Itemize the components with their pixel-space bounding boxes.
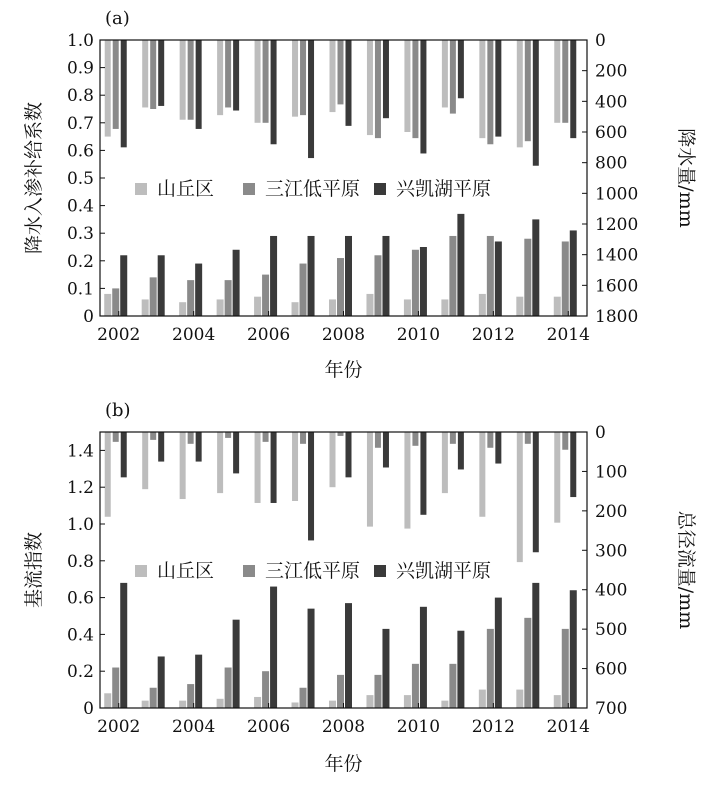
bar-top-山丘区-2009: [367, 432, 373, 527]
bar-bottom-兴凯湖平原-2002: [120, 255, 127, 316]
bar-top-山丘区-2003: [142, 40, 148, 107]
bar-top-山丘区-2002: [105, 40, 111, 137]
bar-bottom-山丘区-2013: [516, 297, 523, 316]
right-tick-label: 400: [595, 580, 628, 601]
bar-top-兴凯湖平原-2006: [271, 40, 277, 144]
bar-top-山丘区-2004: [180, 432, 186, 499]
bar-top-三江低平原-2012: [487, 40, 493, 144]
right-tick-label: 1600: [595, 276, 639, 297]
bar-bottom-三江低平原-2003: [150, 277, 157, 316]
y2-axis-title: 总径流量/mm: [675, 510, 697, 630]
y2-axis-title: 降水量/mm: [675, 128, 697, 228]
bar-bottom-三江低平原-2008: [337, 675, 344, 708]
left-tick-label: 0.5: [66, 169, 94, 189]
bar-bottom-三江低平原-2007: [300, 264, 307, 316]
right-tick-label: 1000: [595, 184, 639, 205]
bar-bottom-兴凯湖平原-2004: [195, 655, 202, 708]
bar-bottom-山丘区-2008: [329, 299, 336, 316]
left-tick-label: 0: [83, 307, 94, 327]
bar-top-三江低平原-2005: [225, 40, 231, 107]
x-tick-label: 2006: [246, 717, 291, 737]
bar-bottom-兴凯湖平原-2003: [158, 656, 165, 708]
bar-top-山丘区-2009: [367, 40, 373, 135]
panel-a: [23, 8, 697, 381]
bar-bottom-兴凯湖平原-2012: [495, 241, 502, 316]
left-tick-label: 0.7: [66, 113, 94, 134]
bar-bottom-山丘区-2007: [292, 302, 299, 316]
bar-top-山丘区-2011: [442, 40, 448, 107]
panel-label: (a): [105, 8, 130, 29]
x-tick-label: 2010: [396, 717, 441, 737]
bar-bottom-兴凯湖平原-2008: [345, 236, 352, 316]
bar-top-三江低平原-2013: [525, 40, 531, 141]
bar-bottom-三江低平原-2014: [562, 241, 569, 316]
bar-top-兴凯湖平原-2006: [271, 432, 277, 503]
left-tick-label: 1.0: [66, 31, 94, 51]
bar-bottom-三江低平原-2008: [337, 258, 344, 316]
legend-swatch: [135, 183, 147, 195]
bar-top-兴凯湖平原-2004: [196, 432, 202, 462]
bar-bottom-山丘区-2010: [404, 299, 411, 316]
bar-top-三江低平原-2007: [300, 432, 306, 444]
bar-bottom-兴凯湖平原-2009: [382, 629, 389, 708]
bar-top-山丘区-2007: [292, 432, 298, 501]
bar-top-兴凯湖平原-2005: [233, 432, 239, 473]
bar-top-三江低平原-2014: [562, 40, 568, 123]
right-tick-label: 0: [595, 31, 606, 51]
bar-top-兴凯湖平原-2013: [533, 432, 539, 552]
legend-label: 兴凯湖平原: [396, 178, 492, 200]
bar-top-山丘区-2004: [180, 40, 186, 120]
left-tick-label: 0.9: [66, 58, 94, 79]
bar-bottom-山丘区-2009: [366, 294, 373, 316]
bar-top-三江低平原-2013: [525, 432, 531, 444]
legend-swatch: [243, 183, 255, 195]
x-tick-label: 2012: [471, 717, 515, 737]
left-tick-label: 0.2: [66, 251, 94, 272]
right-tick-label: 800: [595, 153, 628, 174]
bar-bottom-三江低平原-2005: [225, 668, 232, 708]
bar-bottom-三江低平原-2003: [150, 688, 157, 708]
bar-top-兴凯湖平原-2009: [383, 432, 389, 467]
right-tick-label: 600: [595, 123, 628, 143]
panel-b: [23, 400, 697, 775]
bar-bottom-山丘区-2007: [292, 702, 299, 708]
bar-bottom-兴凯湖平原-2011: [457, 214, 464, 316]
bar-bottom-三江低平原-2006: [262, 671, 269, 708]
legend-label: 山丘区: [157, 560, 215, 582]
bar-bottom-山丘区-2004: [179, 302, 186, 316]
bar-bottom-兴凯湖平原-2014: [570, 590, 577, 708]
bar-top-三江低平原-2002: [113, 432, 119, 442]
bar-bottom-山丘区-2011: [441, 701, 448, 708]
x-tick-label: 2004: [172, 325, 216, 345]
bar-top-山丘区-2014: [554, 432, 560, 523]
bar-top-山丘区-2003: [142, 432, 148, 489]
panel-label: (b): [105, 400, 131, 421]
right-tick-label: 1400: [595, 245, 639, 266]
bar-top-山丘区-2006: [255, 40, 261, 123]
right-tick-label: 100: [595, 462, 628, 483]
bar-top-山丘区-2006: [255, 432, 261, 503]
right-tick-label: 300: [595, 541, 628, 562]
bar-top-山丘区-2011: [442, 432, 448, 493]
legend-swatch: [374, 183, 386, 195]
bar-bottom-兴凯湖平原-2005: [233, 250, 240, 316]
bar-top-兴凯湖平原-2002: [121, 40, 127, 147]
bar-top-三江低平原-2009: [375, 40, 381, 138]
bar-bottom-兴凯湖平原-2006: [270, 236, 277, 316]
bar-top-三江低平原-2014: [562, 432, 568, 450]
x-tick-label: 2002: [97, 717, 141, 737]
bar-top-山丘区-2007: [292, 40, 298, 117]
bar-top-山丘区-2010: [404, 432, 410, 529]
left-tick-label: 0.8: [66, 86, 94, 107]
bar-bottom-山丘区-2010: [404, 695, 411, 708]
bar-top-山丘区-2014: [554, 40, 560, 123]
x-tick-label: 2004: [172, 717, 216, 737]
right-tick-label: 700: [595, 699, 628, 719]
bar-bottom-三江低平原-2002: [112, 288, 119, 316]
bar-bottom-三江低平原-2011: [449, 664, 456, 708]
bar-bottom-山丘区-2013: [516, 690, 523, 708]
bar-top-兴凯湖平原-2007: [308, 40, 314, 158]
bar-bottom-兴凯湖平原-2006: [270, 587, 277, 708]
left-tick-label: 1.0: [66, 515, 94, 535]
right-tick-label: 600: [595, 659, 628, 680]
bar-top-三江低平原-2004: [188, 40, 194, 120]
bar-top-兴凯湖平原-2008: [346, 432, 352, 477]
left-tick-label: 0.3: [66, 224, 94, 245]
bar-bottom-兴凯湖平原-2013: [532, 219, 539, 316]
right-tick-label: 200: [595, 61, 628, 82]
bar-bottom-山丘区-2014: [554, 297, 561, 316]
bar-top-三江低平原-2008: [338, 40, 344, 104]
bar-bottom-三江低平原-2004: [187, 280, 194, 316]
bar-bottom-山丘区-2003: [142, 299, 149, 316]
bar-top-三江低平原-2003: [150, 432, 156, 440]
bar-bottom-兴凯湖平原-2011: [457, 631, 464, 708]
bar-bottom-兴凯湖平原-2012: [495, 598, 502, 708]
bar-top-山丘区-2012: [479, 40, 485, 138]
bar-bottom-山丘区-2005: [217, 299, 224, 316]
legend-label: 兴凯湖平原: [396, 560, 492, 582]
legend-swatch: [374, 565, 386, 577]
bar-top-三江低平原-2012: [487, 432, 493, 448]
bar-bottom-山丘区-2011: [441, 299, 448, 316]
left-tick-label: 0.6: [66, 588, 94, 609]
legend-label: 山丘区: [157, 178, 215, 200]
bar-bottom-山丘区-2012: [479, 690, 486, 708]
bar-top-山丘区-2008: [330, 40, 336, 112]
bar-bottom-兴凯湖平原-2014: [570, 230, 577, 316]
left-tick-label: 0.6: [66, 141, 94, 162]
bar-bottom-三江低平原-2002: [112, 668, 119, 708]
bar-top-三江低平原-2010: [412, 432, 418, 446]
bar-top-三江低平原-2007: [300, 40, 306, 115]
bar-top-三江低平原-2004: [188, 432, 194, 444]
bar-top-兴凯湖平原-2002: [121, 432, 127, 477]
bar-top-三江低平原-2003: [150, 40, 156, 109]
right-tick-label: 0: [595, 423, 606, 443]
x-axis-title: 年份: [324, 753, 363, 775]
right-tick-label: 200: [595, 501, 628, 522]
bar-bottom-三江低平原-2009: [374, 255, 381, 316]
bar-bottom-山丘区-2014: [554, 695, 561, 708]
bar-bottom-三江低平原-2006: [262, 275, 269, 316]
x-tick-label: 2014: [546, 717, 590, 737]
bar-top-三江低平原-2005: [225, 432, 231, 438]
right-tick-label: 1200: [595, 215, 639, 235]
bar-top-山丘区-2002: [105, 432, 111, 517]
bar-bottom-兴凯湖平原-2007: [308, 609, 315, 708]
bar-top-三江低平原-2009: [375, 432, 381, 448]
bar-bottom-兴凯湖平原-2002: [120, 583, 127, 708]
bar-top-三江低平原-2011: [450, 40, 456, 114]
bar-top-三江低平原-2010: [412, 40, 418, 138]
bar-bottom-山丘区-2008: [329, 701, 336, 708]
bar-top-兴凯湖平原-2010: [420, 432, 426, 515]
bar-bottom-三江低平原-2004: [187, 684, 194, 708]
bar-top-兴凯湖平原-2014: [570, 432, 576, 497]
left-tick-label: 0: [83, 699, 94, 719]
left-tick-label: 0.2: [66, 662, 94, 683]
bar-bottom-兴凯湖平原-2003: [158, 255, 165, 316]
bar-top-山丘区-2013: [517, 432, 523, 562]
bar-bottom-三江低平原-2012: [487, 236, 494, 316]
right-tick-label: 400: [595, 92, 628, 113]
bar-bottom-兴凯湖平原-2010: [420, 247, 427, 316]
bar-bottom-山丘区-2003: [142, 701, 149, 708]
bar-bottom-山丘区-2005: [217, 699, 224, 708]
bar-top-三江低平原-2006: [263, 40, 269, 123]
x-tick-label: 2014: [546, 325, 590, 345]
bar-bottom-三江低平原-2013: [524, 239, 531, 316]
bar-top-兴凯湖平原-2010: [420, 40, 426, 153]
bar-bottom-三江低平原-2013: [524, 618, 531, 708]
x-tick-label: 2008: [321, 325, 366, 345]
bar-top-三江低平原-2011: [450, 432, 456, 444]
x-tick-label: 2010: [396, 325, 441, 345]
left-tick-label: 0.4: [66, 196, 94, 217]
bar-bottom-兴凯湖平原-2004: [195, 264, 202, 316]
bar-bottom-山丘区-2002: [104, 294, 111, 316]
bar-top-山丘区-2005: [217, 40, 223, 115]
x-tick-label: 2002: [97, 325, 141, 345]
bar-bottom-三江低平原-2010: [412, 250, 419, 316]
bar-top-兴凯湖平原-2005: [233, 40, 239, 111]
bar-bottom-山丘区-2006: [254, 297, 261, 316]
bar-top-兴凯湖平原-2009: [383, 40, 389, 118]
left-tick-label: 0.8: [66, 551, 94, 572]
bar-bottom-山丘区-2012: [479, 294, 486, 316]
bar-top-兴凯湖平原-2014: [570, 40, 576, 138]
x-axis-title: 年份: [324, 359, 363, 381]
bar-top-山丘区-2008: [330, 432, 336, 487]
x-tick-label: 2008: [321, 717, 366, 737]
legend-label: 三江低平原: [265, 560, 361, 582]
bar-bottom-兴凯湖平原-2010: [420, 607, 427, 708]
legend-swatch: [243, 565, 255, 577]
bar-top-兴凯湖平原-2003: [158, 40, 164, 106]
y-axis-title: 降水入渗补给系数: [23, 101, 45, 255]
bar-top-山丘区-2010: [404, 40, 410, 132]
bar-bottom-兴凯湖平原-2009: [382, 236, 389, 316]
bar-top-兴凯湖平原-2011: [458, 40, 464, 98]
bar-top-兴凯湖平原-2003: [158, 432, 164, 462]
x-tick-label: 2012: [471, 325, 515, 345]
y-axis-title: 基流指数: [23, 531, 45, 609]
bar-bottom-三江低平原-2011: [449, 236, 456, 316]
bar-top-山丘区-2012: [479, 432, 485, 517]
bar-top-兴凯湖平原-2007: [308, 432, 314, 540]
bar-bottom-山丘区-2002: [104, 693, 111, 708]
bar-top-兴凯湖平原-2011: [458, 432, 464, 469]
bar-top-三江低平原-2006: [263, 432, 269, 442]
left-tick-label: 1.2: [66, 478, 94, 499]
bar-bottom-三江低平原-2010: [412, 664, 419, 708]
x-tick-label: 2006: [246, 325, 291, 345]
bar-bottom-兴凯湖平原-2013: [532, 583, 539, 708]
bar-top-山丘区-2013: [517, 40, 523, 147]
legend-swatch: [135, 565, 147, 577]
legend-label: 三江低平原: [265, 178, 361, 200]
bar-top-兴凯湖平原-2008: [346, 40, 352, 126]
bar-top-山丘区-2005: [217, 432, 223, 493]
bar-bottom-三江低平原-2012: [487, 629, 494, 708]
left-tick-label: 0.1: [66, 279, 94, 300]
left-tick-label: 0.4: [66, 625, 94, 646]
bar-bottom-三江低平原-2007: [300, 688, 307, 708]
bar-bottom-三江低平原-2009: [374, 675, 381, 708]
right-tick-label: 1800: [595, 307, 639, 327]
bar-bottom-兴凯湖平原-2005: [233, 620, 240, 708]
bar-bottom-兴凯湖平原-2007: [308, 236, 315, 316]
bar-top-兴凯湖平原-2012: [495, 432, 501, 464]
bar-top-三江低平原-2002: [113, 40, 119, 129]
left-tick-label: 1.4: [66, 441, 94, 462]
bar-bottom-山丘区-2004: [179, 701, 186, 708]
bar-bottom-兴凯湖平原-2008: [345, 603, 352, 708]
bar-top-兴凯湖平原-2004: [196, 40, 202, 129]
bar-top-兴凯湖平原-2012: [495, 40, 501, 137]
bar-bottom-山丘区-2009: [366, 695, 373, 708]
bar-bottom-三江低平原-2014: [562, 629, 569, 708]
bar-bottom-山丘区-2006: [254, 697, 261, 708]
right-tick-label: 500: [595, 620, 628, 641]
bar-bottom-三江低平原-2005: [225, 280, 232, 316]
bar-top-兴凯湖平原-2013: [533, 40, 539, 166]
